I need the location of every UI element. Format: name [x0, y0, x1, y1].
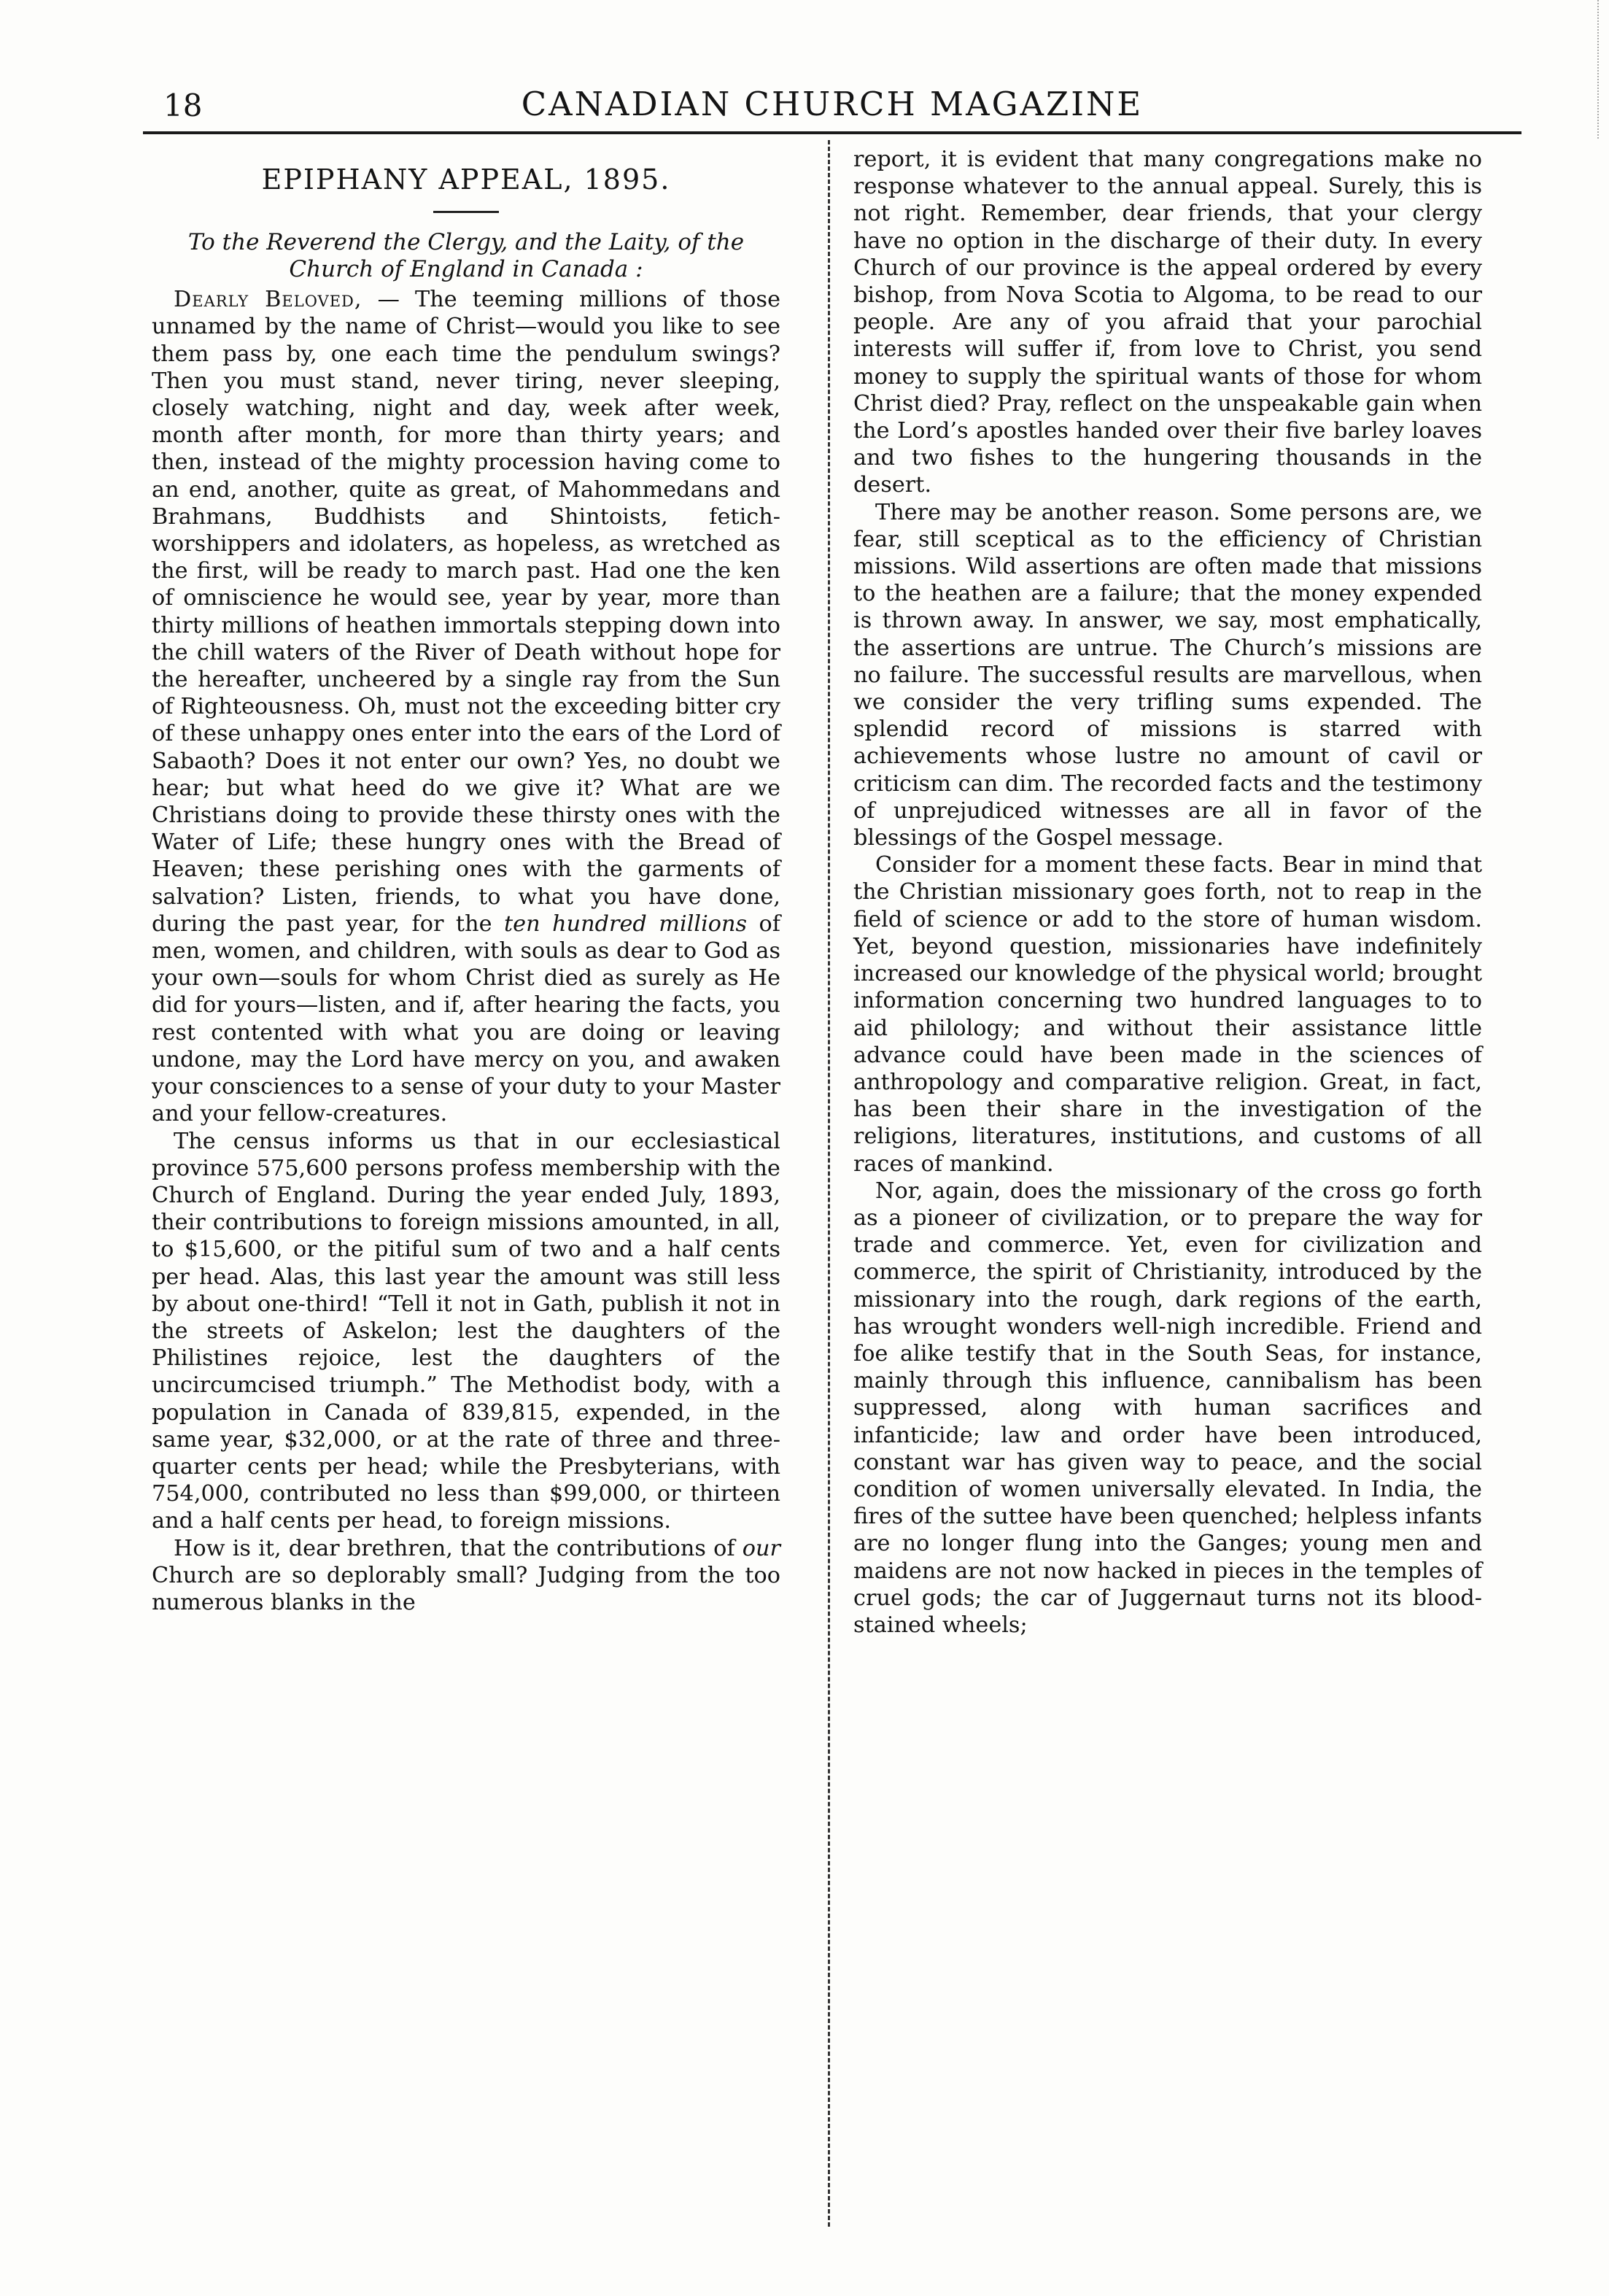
header-rule — [143, 131, 1521, 134]
paragraph-another-reason: There may be another reason. Some persons are, we fear, still sceptical as to the efficiency of Christian missions. Wild assertions are often made that missions to the heathen are a failure; that the money expended is thrown away. In answer, we say, most emphatically, the assertions are untrue. The Church’s missions are no failure. The successful results are marvellous, when we consider the very trifling sums expended. The splendid record of missions is starred with achievements whose lustre no amount of cavil or criticism can dim. The recorded facts and the testimony of unprejudiced witnesses are all in favor of the blessings of the Gospel message. — [853, 499, 1482, 851]
article-title: EPIPHANY APPEAL, 1895. — [261, 163, 671, 196]
paragraph-continued: report, it is evident that many congregations make no response whatever to the annual appeal. Surely, this is not right. Remember, dear friends, that your clergy have no option in the discharge of their duty. In every Church of our province is the appeal ordered by every bishop, from Nova Scotia to Algoma, to be read to our people. Are any of you afraid that your parochial interests will suffer if, from love to Christ, you send money to supply the spiritual wants of those for whom Christ died? Pray, reflect on the unspeakable gain when the Lord’s apostles handed over their five barley loaves and two fishes to the hungering thousands in the desert. — [853, 147, 1482, 498]
paragraph-census: The census informs us that in our ecclesiastical province 575,600 persons profess membership with the Church of England. During the year ended July, 1893, their contributions to foreign missions amounted, in all, to $15,600, or the pitiful sum of two and a half cents per head. Alas, this last year the amount was still less by about one-third! “Tell it not in Gath, publish it not in the streets of Askelon; lest the daughters of the Philistines rejoice, lest the daughters of the uncircumcised triumph.” The Methodist body, with a population in Canada of 839,815, expended, in the same year, $32,000, or at the rate of three and three-quarter cents per head; while the Presbyterians, with 754,000, contributed no less than $99,000, or thirteen and a half cents per head, to foreign missions. — [152, 1128, 780, 1534]
title-rule — [433, 211, 499, 213]
emphasis-ten-hundred-millions: ten hundred millions — [504, 911, 748, 937]
left-column — [152, 146, 780, 1616]
paragraph-consider-facts: Consider for a moment these facts. Bear in mind that the Christian missionary goes forth, not to reap in the field of science or add to the store of human wisdom. Yet, beyond question, missionaries have indefinitely increased our knowledge of the physical world; brought information concerning two hundred languages to to aid philology; and without their assistance little advance could have been made in the sciences of anthropology and comparative religion. Great, in fact, has been their share in the investigation of the religions, literatures, institutions, and customs of all races of mankind. — [853, 852, 1482, 1177]
paragraph-civilization: Nor, again, does the missionary of the cross go forth as a pioneer of civilization, or to prepare the way for trade and commerce. Yet, even for civilization and commerce, the spirit of Christianity, introduced by the missionary into the rough, dark regions of the earth, has wrought wonders well-nigh incredible. Friend and foe alike testify that in the South Seas, for instance, mainly through this influence, cannibalism has been suppressed, along with human sacrifices and infanticide; law and order have been introduced, constant war has given way to peace, and the social condition of women universally elevated. In India, the fires of the suttee have been quenched; helpless infants are no longer flung into the Ganges; young men and maidens are not now hacked in pieces in the temples of cruel gods; the car of Juggernaut turns not its blood-stained wheels; — [853, 1178, 1482, 1638]
opening-words: Dearly Beloved, — [174, 287, 362, 313]
paragraph-opening-tail: of men, women, and children, with souls as dear to God as your own—souls for whom Christ died as surely as He did for yours—listen, and if, after hearing the facts, you rest contented with what you are doing or leaving undone, may the Lord have mercy on you, and awaken your consciences to a sense of your duty to your Master and your fellow-creatures. — [152, 911, 780, 1127]
right-column — [853, 146, 1482, 1639]
paragraph-opening-text: The teeming millions of those unnamed by the name of Christ—would you like to see them pass by, one each time the pendulum swings? Then you must stand, never tiring, never sleeping, closely watching, night and day, week after week, month after month, for more than thirty years; and then, instead of the mighty procession having come to an end, another, quite as great, of Mahommedans and Brahmans, Buddhists and Shintoists, fetich-worshippers and idolaters, as hopeless, as wretched as the first, will be ready to march past. Had one the ken of omniscience he would see, year by year, more than thirty millions of heathen immortals stepping down into the chill waters of the River of Death without hope for the hereafter, uncheered by a single ray from the Sun of Righteousness. Oh, must not the exceeding bitter cry of these unhappy ones enter into the ears of the Lord of Sabaoth? Does it not enter our own? Yes, no doubt we hear; but what heed do we give it? What are we Christians doing to provide these thirsty ones with the Water of Life; these hungry ones with the Bread of Heaven; these perishing ones with the garments of salvation? Listen, friends, to what you have done, during the past year, for the — [152, 287, 780, 937]
running-header — [143, 66, 1521, 131]
emphasis-our: our — [742, 1535, 780, 1561]
salutation: To the Reverend the Clergy, and the Laity, of the Church of England in Canada : — [187, 229, 745, 283]
paragraph-how-is-it-a: How is it, dear brethren, that the contributions of — [174, 1535, 735, 1561]
paragraph-how-is-it-b: Church are so deplorably small? Judging from the too numerous blanks in the — [152, 1562, 780, 1615]
margin-speckle — [1589, 0, 1599, 139]
page-number: 18 — [163, 88, 203, 123]
running-title: CANADIAN CHURCH MAGAZINE — [521, 85, 1144, 123]
column-divider — [828, 140, 830, 2227]
paragraph-opening: Dearly Beloved, — The teeming millions of those unnamed by the name of Christ—would you like to see them pass by, one each time the pendulum swings? Then you must stand, never tiring, never sleeping, closely watching, night and day, week after week, month after month, for more than thirty years; and then, instead of the mighty procession having come to an end, another, quite as great, of Mahommedans and Brahmans, Buddhists and Shintoists, fetich-worshippers and idolaters, as hopeless, as wretched as the first, will be ready to march past. Had one the ken of omniscience he would see, year by year, more than thirty millions of heathen immortals stepping down into the chill waters of the River of Death without hope for the hereafter, uncheered by a single ray from the Sun of Righteousness. Oh, must not the exceeding bitter cry of these unhappy ones enter into the ears of the Lord of Sabaoth? Does it not enter our own? Yes, no doubt we hear; but what heed do we give it? What are we Christians doing to provide these thirsty ones with the Water of Life; these hungry ones with the Bread of Heaven; these perishing ones with the garments of salvation? Listen, friends, to what you have done, during the past year, for the ten hundred millions of men, women, and children, with souls as dear to God as your own—souls for whom Christ died as surely as He did for yours—listen, and if, after hearing the facts, you rest contented with what you are doing or leaving undone, may the Lord have mercy on you, and awaken your consciences to a sense of your duty to your Master and your fellow-creatures. — [152, 287, 780, 1127]
paragraph-how-is-it — [152, 1535, 780, 1617]
